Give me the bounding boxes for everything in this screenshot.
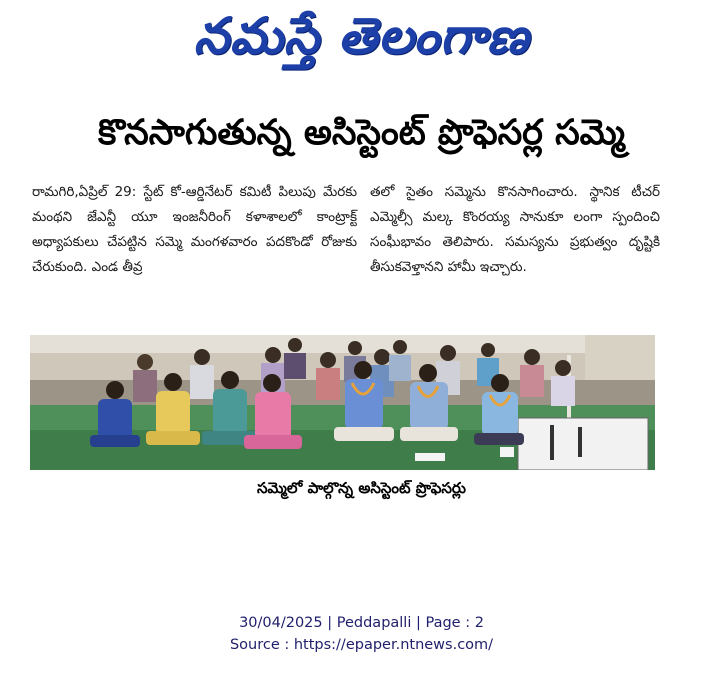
article-column-left — [32, 180, 357, 280]
protest-photo-image — [30, 335, 655, 470]
footer-separator: | — [411, 615, 426, 631]
newspaper-masthead: నమస్తే తెలంగాణ — [193, 6, 530, 65]
footer-date-line — [0, 612, 723, 634]
footer — [0, 612, 723, 656]
footer-page: Page : 2 — [425, 615, 484, 631]
footer-separator: | — [322, 615, 337, 631]
photo-caption: సమ్మెలో పాల్గొన్న అసిస్టెంట్ ప్రొఫెసర్లు — [257, 479, 466, 497]
footer-edition: Peddapalli — [336, 615, 412, 631]
article-column-right — [370, 180, 660, 280]
footer-date: 30/04/2025 — [239, 615, 323, 631]
article-body-right: తలో సైతం సమ్మెను కొనసాగించారు. స్థానిక టీచర్ ఎమ్మెల్సీ మల్క కొంరయ్య సానుకూ లంగా స్పందించి సంఘీభావం తెలిపారు. సమస్యను ప్రభుత్వం దృష్టికి తీసుకవెళ్తానని హామీ ఇచ్చారు. — [370, 184, 660, 275]
footer-source: Source : https://epaper.ntnews.com/ — [229, 637, 494, 653]
protest-photo — [30, 335, 655, 470]
article-body-left: రామగిరి,ఏప్రిల్ 29: స్టేట్ కో-ఆర్డినేటర్ కమిటీ పిలుపు మేరకు మంథని జేఎన్టీ యూ ఇంజనీరింగ్ కళాశాలలో కాంట్రాక్ట్ అధ్యాపకులు చేపట్టిన సమ్మె మంగళవారం పదకొండో రోజుకు చేరుకుంది. ఎండ తీవ్ర — [32, 184, 357, 275]
article-headline: కొనసాగుతున్న అసిస్టెంట్ ప్రొఫెసర్ల సమ్మె — [98, 113, 625, 153]
